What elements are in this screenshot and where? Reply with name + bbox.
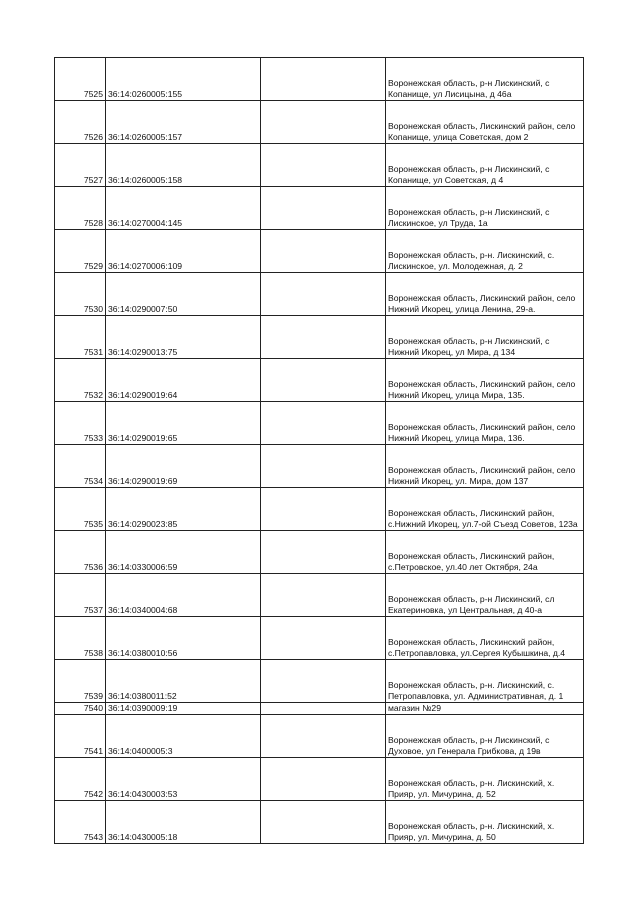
table-row: [55, 445, 584, 488]
address-cell: Воронежская область, Лискинский район, село Нижний Икорец, улица Мира, 136.: [386, 402, 584, 445]
row-number-cell: 7539: [55, 660, 106, 703]
row-number-cell: 7528: [55, 187, 106, 230]
row-number-cell: 7542: [55, 758, 106, 801]
registry-table-body: [55, 58, 584, 844]
cadastral-number-cell: 36:14:0330006:59: [106, 531, 261, 574]
empty-cell: [261, 758, 386, 801]
empty-cell: [261, 101, 386, 144]
cadastral-number-cell: 36:14:0290019:65: [106, 402, 261, 445]
table-row: [55, 617, 584, 660]
cadastral-number-cell: 36:14:0380010:56: [106, 617, 261, 660]
table-row: [55, 316, 584, 359]
cadastral-number-cell: 36:14:0290023:85: [106, 488, 261, 531]
row-number-cell: 7543: [55, 801, 106, 844]
row-number-cell: 7537: [55, 574, 106, 617]
address-cell: Воронежская область, р-н. Лискинский, с. Петропавловка, ул. Административная, д. 1: [386, 660, 584, 703]
empty-cell: [261, 801, 386, 844]
cadastral-number-cell: 36:14:0290013:75: [106, 316, 261, 359]
table-row: [55, 703, 584, 715]
table-row: [55, 488, 584, 531]
address-cell: Воронежская область, р-н Лискинский, с Нижний Икорец, ул Мира, д 134: [386, 316, 584, 359]
address-cell: Воронежская область, р-н. Лискинский, х. Прияр, ул. Мичурина, д. 50: [386, 801, 584, 844]
empty-cell: [261, 488, 386, 531]
table-row: [55, 531, 584, 574]
row-number-cell: 7529: [55, 230, 106, 273]
row-number-cell: 7538: [55, 617, 106, 660]
row-number-cell: 7526: [55, 101, 106, 144]
empty-cell: [261, 144, 386, 187]
address-cell: Воронежская область, Лискинский район, село Копанище, улица Советская, дом 2: [386, 101, 584, 144]
table-row: [55, 660, 584, 703]
address-cell: Воронежская область, р-н Лискинский, с Духовое, ул Генерала Грибкова, д 19в: [386, 715, 584, 758]
address-cell: Воронежская область, р-н Лискинский, с Копанище, ул Лисицына, д 46а: [386, 58, 584, 101]
cadastral-number-cell: 36:14:0260005:155: [106, 58, 261, 101]
cadastral-number-cell: 36:14:0290007:50: [106, 273, 261, 316]
table-row: [55, 801, 584, 844]
registry-table: [54, 57, 584, 844]
row-number-cell: 7533: [55, 402, 106, 445]
row-number-cell: 7536: [55, 531, 106, 574]
cadastral-number-cell: 36:14:0400005:3: [106, 715, 261, 758]
table-row: [55, 101, 584, 144]
row-number-cell: 7530: [55, 273, 106, 316]
empty-cell: [261, 660, 386, 703]
table-row: [55, 574, 584, 617]
empty-cell: [261, 531, 386, 574]
table-row: [55, 230, 584, 273]
address-cell: Воронежская область, р-н Лискинский, с Копанище, ул Советская, д 4: [386, 144, 584, 187]
row-number-cell: 7527: [55, 144, 106, 187]
cadastral-number-cell: 36:14:0290019:64: [106, 359, 261, 402]
table-row: [55, 715, 584, 758]
cadastral-number-cell: 36:14:0430005:18: [106, 801, 261, 844]
empty-cell: [261, 273, 386, 316]
row-number-cell: 7535: [55, 488, 106, 531]
address-cell: Воронежская область, р-н Лискинский, сл Екатериновка, ул Центральная, д 40-а: [386, 574, 584, 617]
cadastral-number-cell: 36:14:0270004:145: [106, 187, 261, 230]
address-cell: Воронежская область, Лискинский район, с.Нижний Икорец, ул.7-ой Съезд Советов, 123а: [386, 488, 584, 531]
empty-cell: [261, 445, 386, 488]
address-cell: Воронежская область, Лискинский район, село Нижний Икорец, ул. Мира, дом 137: [386, 445, 584, 488]
address-cell: Воронежская область, р-н Лискинский, с Лискинское, ул Труда, 1а: [386, 187, 584, 230]
empty-cell: [261, 187, 386, 230]
address-cell: Воронежская область, Лискинский район, село Нижний Икорец, улица Мира, 135.: [386, 359, 584, 402]
cadastral-number-cell: 36:14:0390009:19: [106, 703, 261, 715]
cadastral-number-cell: 36:14:0340004:68: [106, 574, 261, 617]
address-cell: Воронежская область, р-н. Лискинский, х. Прияр, ул. Мичурина, д. 52: [386, 758, 584, 801]
empty-cell: [261, 359, 386, 402]
cadastral-number-cell: 36:14:0270006:109: [106, 230, 261, 273]
row-number-cell: 7525: [55, 58, 106, 101]
address-cell: магазин №29: [386, 703, 584, 715]
address-cell: Воронежская область, Лискинский район, село Нижний Икорец, улица Ленина, 29-а.: [386, 273, 584, 316]
empty-cell: [261, 703, 386, 715]
empty-cell: [261, 402, 386, 445]
table-row: [55, 402, 584, 445]
table-row: [55, 359, 584, 402]
table-row: [55, 187, 584, 230]
table-row: [55, 273, 584, 316]
empty-cell: [261, 58, 386, 101]
address-cell: Воронежская область, Лискинский район, с.Петровское, ул.40 лет Октября, 24а: [386, 531, 584, 574]
empty-cell: [261, 617, 386, 660]
cadastral-number-cell: 36:14:0380011:52: [106, 660, 261, 703]
address-cell: Воронежская область, р-н. Лискинский, с. Лискинское, ул. Молодежная, д. 2: [386, 230, 584, 273]
cadastral-number-cell: 36:14:0260005:158: [106, 144, 261, 187]
cadastral-number-cell: 36:14:0430003:53: [106, 758, 261, 801]
empty-cell: [261, 715, 386, 758]
cadastral-number-cell: 36:14:0260005:157: [106, 101, 261, 144]
address-cell: Воронежская область, Лискинский район, с.Петропавловка, ул.Сергея Кубышкина, д.4: [386, 617, 584, 660]
row-number-cell: 7532: [55, 359, 106, 402]
empty-cell: [261, 230, 386, 273]
row-number-cell: 7540: [55, 703, 106, 715]
empty-cell: [261, 316, 386, 359]
table-row: [55, 758, 584, 801]
cadastral-number-cell: 36:14:0290019:69: [106, 445, 261, 488]
row-number-cell: 7531: [55, 316, 106, 359]
table-row: [55, 58, 584, 101]
table-row: [55, 144, 584, 187]
row-number-cell: 7534: [55, 445, 106, 488]
row-number-cell: 7541: [55, 715, 106, 758]
empty-cell: [261, 574, 386, 617]
